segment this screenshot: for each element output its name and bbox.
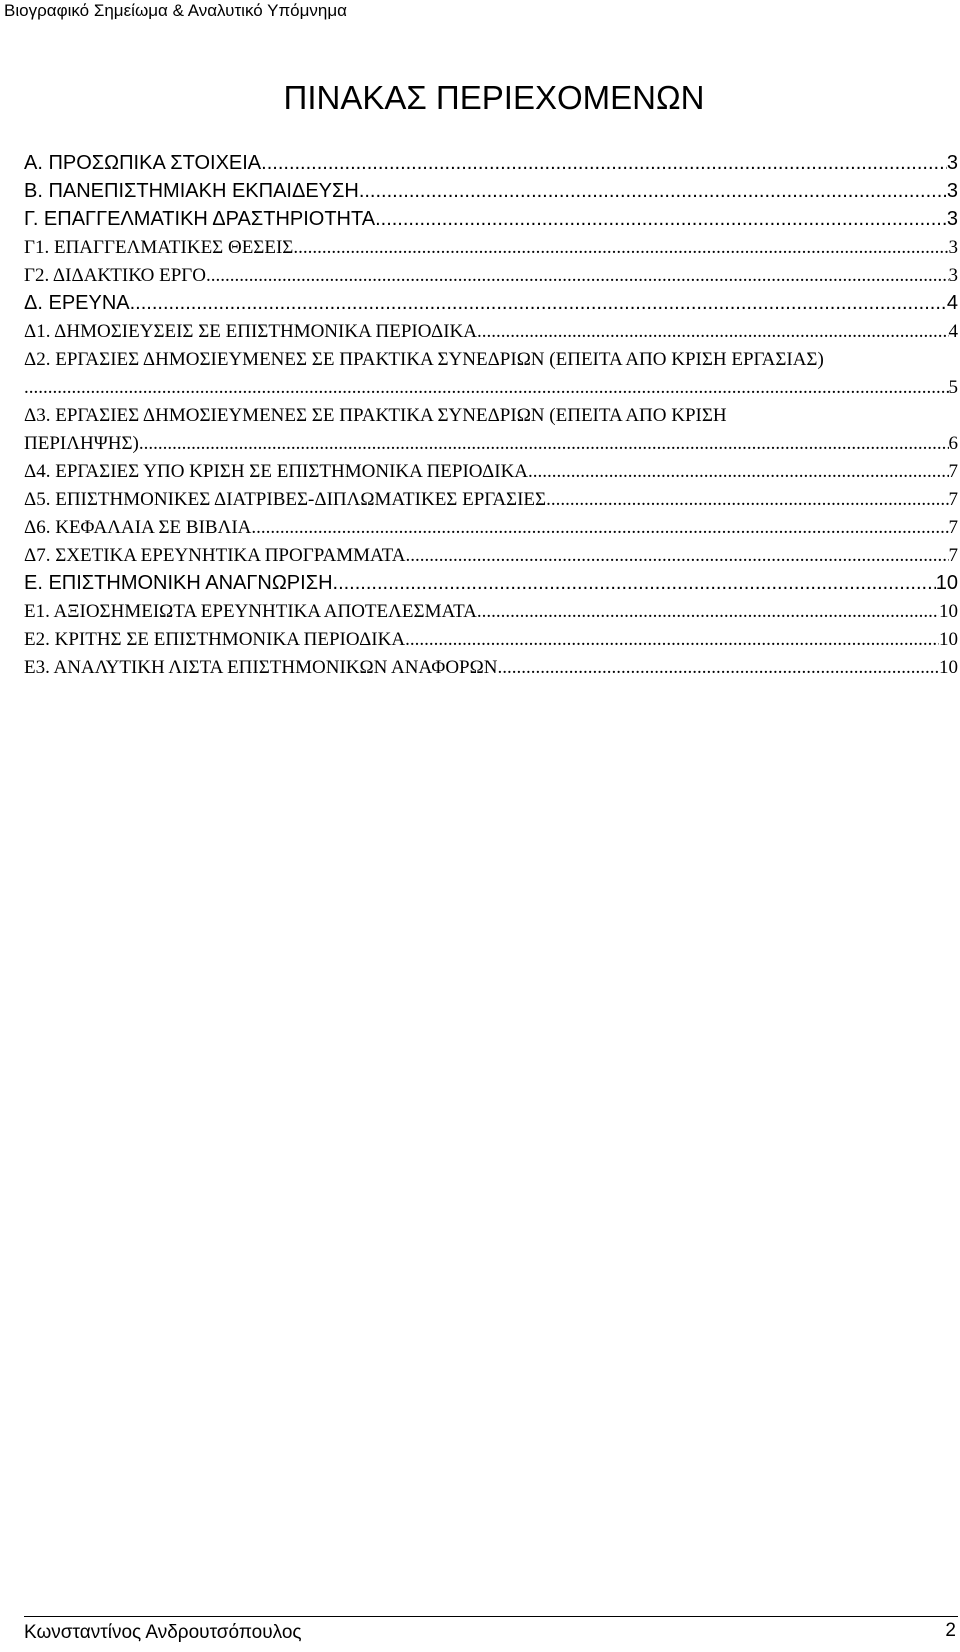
toc-entry-b[interactable] bbox=[24, 175, 958, 203]
toc-entry-text: Δ6. ΚΕΦΑΛΑΙΑ ΣΕ ΒΙΒΛΙΑ bbox=[24, 517, 252, 538]
dot-leader bbox=[251, 517, 948, 539]
dot-leader bbox=[293, 237, 948, 259]
toc-entry-text: Γ1. ΕΠΑΓΓΕΛΜΑΤΙΚΕΣ ΘΕΣΕΙΣ bbox=[24, 237, 294, 258]
toc-entry-page: 3 bbox=[948, 237, 958, 258]
toc-entry-text: Α. ΠΡΟΣΩΠΙΚΑ ΣΤΟΙΧΕΙΑ bbox=[24, 152, 262, 174]
toc-entry-page: 10 bbox=[939, 657, 958, 678]
toc-entry-e2[interactable] bbox=[24, 623, 958, 651]
toc-entry-text: Ε3. ΑΝΑΛΥΤΙΚΗ ΛΙΣΤΑ ΕΠΙΣΤΗΜΟΝΙΚΩΝ ΑΝΑΦΟΡΩΝ bbox=[24, 657, 498, 678]
dot-leader bbox=[333, 572, 936, 595]
toc-entry-c[interactable] bbox=[24, 203, 958, 231]
dot-leader bbox=[497, 657, 939, 679]
toc-entry-text-continued: ΠΕΡΙΛΗΨΗΣ) bbox=[24, 433, 139, 454]
toc-entry-page: 7 bbox=[948, 517, 958, 538]
table-of-contents bbox=[24, 147, 958, 679]
toc-entry-d[interactable] bbox=[24, 287, 958, 315]
toc-entry-d3[interactable] bbox=[24, 399, 958, 455]
dot-leader bbox=[139, 433, 949, 455]
toc-entry-text: Δ3. ΕΡΓΑΣΙΕΣ ΔΗΜΟΣΙΕΥΜΕΝΕΣ ΣΕ ΠΡΑΚΤΙΚΑ ΣΥΝΕΔΡΙΩΝ (ΕΠΕΙΤΑ ΑΠΟ ΚΡΙΣΗ bbox=[24, 405, 727, 426]
dot-leader bbox=[24, 377, 949, 399]
running-header: Βιογραφικό Σημείωμα & Αναλυτικό Υπόμνημα bbox=[4, 1, 347, 20]
dot-leader bbox=[405, 629, 939, 651]
toc-entry-d7[interactable] bbox=[24, 539, 958, 567]
toc-entry-text: Δ2. ΕΡΓΑΣΙΕΣ ΔΗΜΟΣΙΕΥΜΕΝΕΣ ΣΕ ΠΡΑΚΤΙΚΑ ΣΥΝΕΔΡΙΩΝ (ΕΠΕΙΤΑ ΑΠΟ ΚΡΙΣΗ ΕΡΓΑΣΙΑΣ) bbox=[24, 349, 824, 370]
toc-entry-page: 7 bbox=[948, 461, 958, 482]
dot-leader bbox=[477, 601, 939, 623]
toc-entry-page: 3 bbox=[946, 180, 958, 202]
toc-entry-e1[interactable] bbox=[24, 595, 958, 623]
toc-entry-text: Ε2. ΚΡΙΤΗΣ ΣΕ ΕΠΙΣΤΗΜΟΝΙΚΑ ΠΕΡΙΟΔΙΚΑ bbox=[24, 629, 406, 650]
toc-title: ΠΙΝΑΚΑΣ ΠΕΡΙΕΧΟΜΕΝΩΝ bbox=[283, 79, 705, 116]
toc-entry-d4[interactable] bbox=[24, 455, 958, 483]
dot-leader bbox=[261, 152, 947, 175]
toc-entry-page: 4 bbox=[948, 321, 958, 342]
toc-entry-page: 3 bbox=[948, 265, 958, 286]
toc-entry-d6[interactable] bbox=[24, 511, 958, 539]
toc-entry-text: Ε. ΕΠΙΣΤΗΜΟΝΙΚΗ ΑΝΑΓΝΩΡΙΣΗ bbox=[24, 572, 333, 594]
toc-entry-page: 10 bbox=[935, 572, 958, 594]
toc-entry-c1[interactable] bbox=[24, 231, 958, 259]
dot-leader bbox=[528, 461, 948, 483]
dot-leader bbox=[477, 321, 949, 343]
toc-entry-a[interactable] bbox=[24, 147, 958, 175]
toc-entry-text: Δ5. ΕΠΙΣΤΗΜΟΝΙΚΕΣ ΔΙΑΤΡΙΒΕΣ-ΔΙΠΛΩΜΑΤΙΚΕΣ ΕΡΓΑΣΙΕΣ bbox=[24, 489, 547, 510]
toc-entry-text: Β. ΠΑΝΕΠΙΣΤΗΜΙΑΚΗ ΕΚΠΑΙΔΕΥΣΗ bbox=[24, 180, 359, 202]
toc-entry-e3[interactable] bbox=[24, 651, 958, 679]
toc-entry-text: Δ7. ΣΧΕΤΙΚΑ ΕΡΕΥΝΗΤΙΚΑ ΠΡΟΓΡΑΜΜΑΤΑ bbox=[24, 545, 406, 566]
toc-entry-page: 7 bbox=[948, 489, 958, 510]
toc-entry-page: 5 bbox=[948, 377, 958, 398]
dot-leader bbox=[375, 208, 947, 231]
footer-author: Κωνσταντίνος Ανδρουτσόπουλος bbox=[24, 1622, 302, 1643]
toc-entry-page: 10 bbox=[939, 601, 958, 622]
toc-entry-text: Ε1. ΑΞΙΟΣΗΜΕΙΩΤΑ ΕΡΕΥΝΗΤΙΚΑ ΑΠΟΤΕΛΕΣΜΑΤΑ bbox=[24, 601, 477, 622]
toc-entry-page: 3 bbox=[946, 152, 958, 174]
dot-leader bbox=[405, 545, 948, 567]
toc-entry-text: Δ. ΕΡΕΥΝΑ bbox=[24, 292, 130, 314]
dot-leader bbox=[546, 489, 948, 511]
dot-leader bbox=[359, 180, 947, 203]
toc-entry-text: Γ. ΕΠΑΓΓΕΛΜΑΤΙΚΗ ΔΡΑΣΤΗΡΙΟΤΗΤΑ bbox=[24, 208, 376, 230]
footer-page-number: 2 bbox=[945, 1620, 956, 1641]
toc-entry-e[interactable] bbox=[24, 567, 958, 595]
dot-leader bbox=[130, 292, 947, 315]
toc-entry-page: 10 bbox=[939, 629, 958, 650]
toc-entry-page: 6 bbox=[948, 433, 958, 454]
dot-leader bbox=[206, 265, 948, 287]
toc-entry-d2[interactable] bbox=[24, 343, 958, 399]
toc-entry-d1[interactable] bbox=[24, 315, 958, 343]
toc-entry-page: 4 bbox=[946, 292, 958, 314]
toc-entry-text: Δ1. ΔΗΜΟΣΙΕΥΣΕΙΣ ΣΕ ΕΠΙΣΤΗΜΟΝΙΚΑ ΠΕΡΙΟΔΙΚΑ bbox=[24, 321, 477, 342]
footer-divider bbox=[24, 1616, 958, 1617]
toc-entry-page: 7 bbox=[948, 545, 958, 566]
toc-entry-text: Γ2. ΔΙΔΑΚΤΙΚΟ ΕΡΓΟ bbox=[24, 265, 207, 286]
toc-entry-text: Δ4. ΕΡΓΑΣΙΕΣ ΥΠΟ ΚΡΙΣΗ ΣΕ ΕΠΙΣΤΗΜΟΝΙΚΑ ΠΕΡΙΟΔΙΚΑ bbox=[24, 461, 529, 482]
toc-entry-page: 3 bbox=[946, 208, 958, 230]
toc-entry-c2[interactable] bbox=[24, 259, 958, 287]
toc-entry-d5[interactable] bbox=[24, 483, 958, 511]
